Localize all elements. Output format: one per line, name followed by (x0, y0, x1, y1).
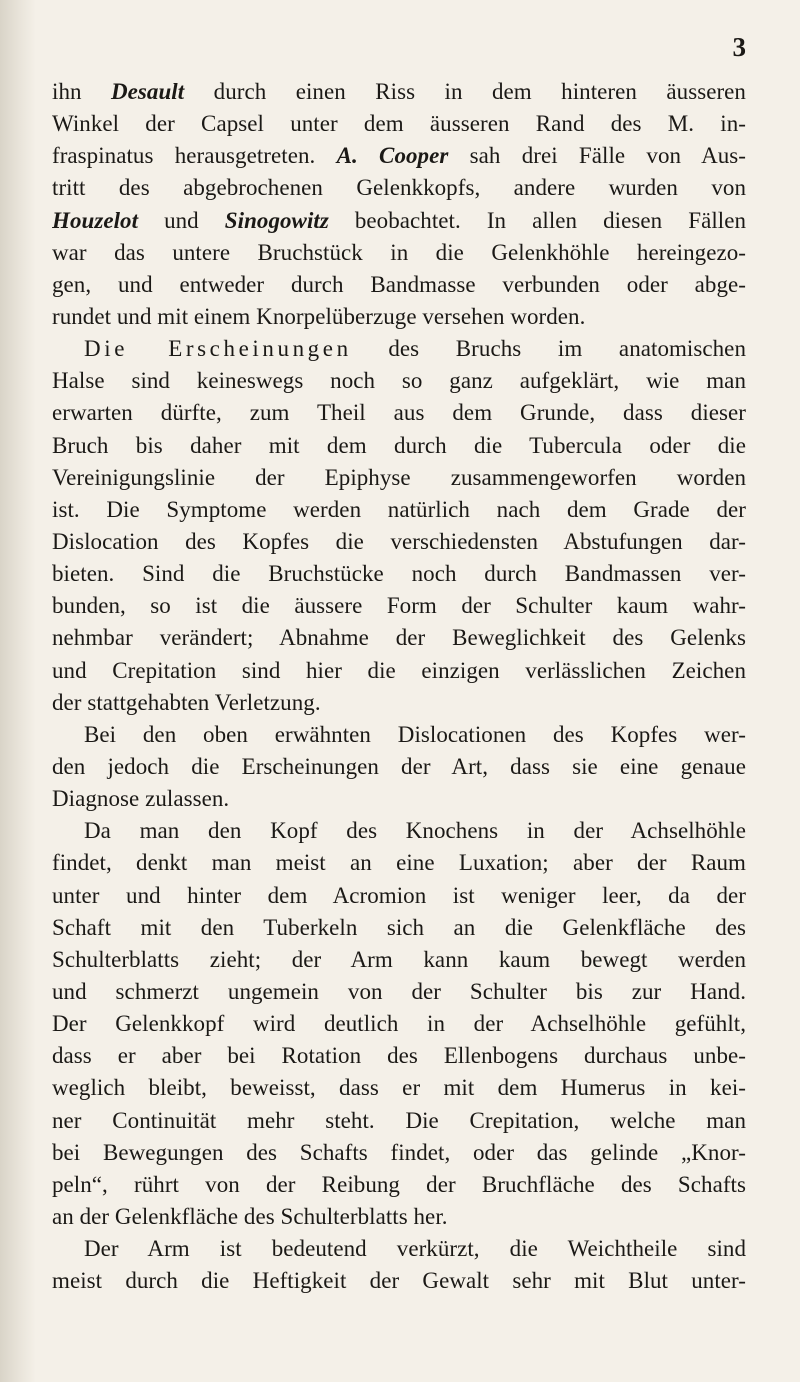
text-line (52, 108, 746, 140)
text-line (52, 301, 746, 333)
text-run: dass er aber bei Rotation des Ellenbogens durchaus unbe- (52, 1043, 746, 1069)
text-run: beobachtet. In allen diesen Fällen (328, 207, 746, 233)
text-run: Da man den Kopf des Knochens in der Achselhöhle (84, 818, 746, 844)
text-line (52, 365, 746, 397)
text-run: an der Gelenkfläche des Schulterblatts her. (52, 1203, 448, 1229)
text-line (52, 1169, 746, 1201)
text-line (52, 333, 746, 365)
author-name: Houzelot (52, 207, 139, 233)
text-line (52, 205, 746, 237)
text-line (52, 719, 746, 751)
text-line (52, 655, 746, 687)
text-run: meist durch die Heftigkeit der Gewalt sehr mit Blut unter- (52, 1268, 746, 1294)
text-line (52, 783, 746, 815)
text-line (52, 172, 746, 204)
text-line (52, 1040, 746, 1072)
text-line (52, 462, 746, 494)
text-run: Diagnose zulassen. (52, 786, 230, 812)
text-line (52, 1265, 746, 1297)
text-run: peln“, rührt von der Reibung der Bruchfläche des Schafts (52, 1171, 746, 1197)
text-line (52, 847, 746, 879)
text-run: Winkel der Capsel unter dem äusseren Rand des M. in- (52, 111, 746, 137)
text-line (52, 237, 746, 269)
text-line (52, 1105, 746, 1137)
text-line (52, 622, 746, 654)
scanned-page-edge (0, 0, 36, 1382)
text-line (52, 590, 746, 622)
text-run: weglich bleibt, beweisst, dass er mit dem Humerus in kei- (52, 1075, 746, 1101)
text-line (52, 558, 746, 590)
emphasized-phrase: Die Erscheinungen (84, 336, 352, 362)
text-run: Dislocation des Kopfes die verschiedensten Abstufungen dar- (52, 528, 746, 554)
text-run: durch einen Riss in dem hinteren äusseren (184, 79, 746, 104)
text-run: gen, und entweder durch Bandmasse verbunden oder abge- (52, 271, 746, 297)
text-line (52, 76, 746, 108)
text-run: erwarten dürfte, zum Theil aus dem Grunde, dass dieser (52, 400, 746, 426)
body-text (52, 76, 746, 1297)
text-run: Der Gelenkkopf wird deutlich in der Achselhöhle gefühlt, (52, 1011, 746, 1037)
text-line (52, 269, 746, 301)
text-line (52, 976, 746, 1008)
text-run: nehmbar verändert; Abnahme der Beweglichkeit des Gelenks (52, 625, 746, 651)
text-line (52, 140, 746, 172)
text-line (52, 397, 746, 429)
text-run: Schulterblatts zieht; der Arm kann kaum bewegt werden (52, 946, 746, 972)
text-run: Der Arm ist bedeutend verkürzt, die Weichtheile sind (84, 1236, 746, 1262)
text-line (52, 1233, 746, 1265)
text-run: der stattgehabten Verletzung. (52, 689, 321, 715)
text-run: tritt des abgebrochenen Gelenkkopfs, andere wurden von (52, 175, 746, 201)
text-run: findet, denkt man meist an eine Luxation; aber der Raum (52, 850, 746, 876)
text-run: Bruch bis daher mit dem durch die Tubercula oder die (52, 432, 746, 458)
text-run: unter und hinter dem Acromion ist weniger leer, da der (52, 882, 746, 908)
text-run: sah drei Fälle von Aus- (448, 143, 746, 169)
text-run: Bei den oben erwähnten Dislocationen des Kopfes wer- (84, 721, 746, 747)
text-line (52, 526, 746, 558)
text-line (52, 1137, 746, 1169)
text-line (52, 687, 746, 719)
text-run: Halse sind keineswegs noch so ganz aufgeklärt, wie man (52, 368, 746, 394)
text-line (52, 1072, 746, 1104)
text-line (52, 494, 746, 526)
text-run: und schmerzt ungemein von der Schulter bis zur Hand. (52, 978, 746, 1004)
text-run: bieten. Sind die Bruchstücke noch durch Bandmassen ver- (52, 561, 746, 587)
text-run: bei Bewegungen des Schafts findet, oder das gelinde „Knor- (52, 1139, 746, 1165)
text-run: und Crepitation sind hier die einzigen verlässlichen Zeichen (52, 657, 746, 683)
text-run: ner Continuität mehr steht. Die Crepitation, welche man (52, 1107, 746, 1133)
author-name: Desault (111, 79, 185, 104)
page-number: 3 (732, 32, 746, 62)
text-run: des Bruchs im anatomischen (351, 336, 746, 362)
author-name: Sinogowitz (224, 207, 329, 233)
text-line (52, 1008, 746, 1040)
text-line (52, 430, 746, 462)
text-run: rundet und mit einem Knorpelüberzuge versehen worden. (52, 303, 586, 329)
text-run: Vereinigungslinie der Epiphyse zusammengeworfen worden (52, 464, 746, 490)
text-run: fraspinatus herausgetreten. (52, 143, 337, 169)
text-line (52, 880, 746, 912)
text-run: war das untere Bruchstück in die Gelenkhöhle hereingezo- (52, 239, 746, 265)
text-run: den jedoch die Erscheinungen der Art, dass sie eine genaue (52, 753, 746, 779)
text-line (52, 944, 746, 976)
author-name: A. Cooper (336, 143, 449, 169)
text-run: und (138, 207, 225, 233)
text-line (52, 751, 746, 783)
text-run: ihn (52, 79, 111, 104)
text-run: bunden, so ist die äussere Form der Schulter kaum wahr- (52, 593, 746, 619)
text-line (52, 1201, 746, 1233)
text-run: ist. Die Symptome werden natürlich nach dem Grade der (52, 496, 746, 522)
text-run: Schaft mit den Tuberkeln sich an die Gelenkfläche des (52, 914, 746, 940)
text-line (52, 815, 746, 847)
text-line (52, 912, 746, 944)
